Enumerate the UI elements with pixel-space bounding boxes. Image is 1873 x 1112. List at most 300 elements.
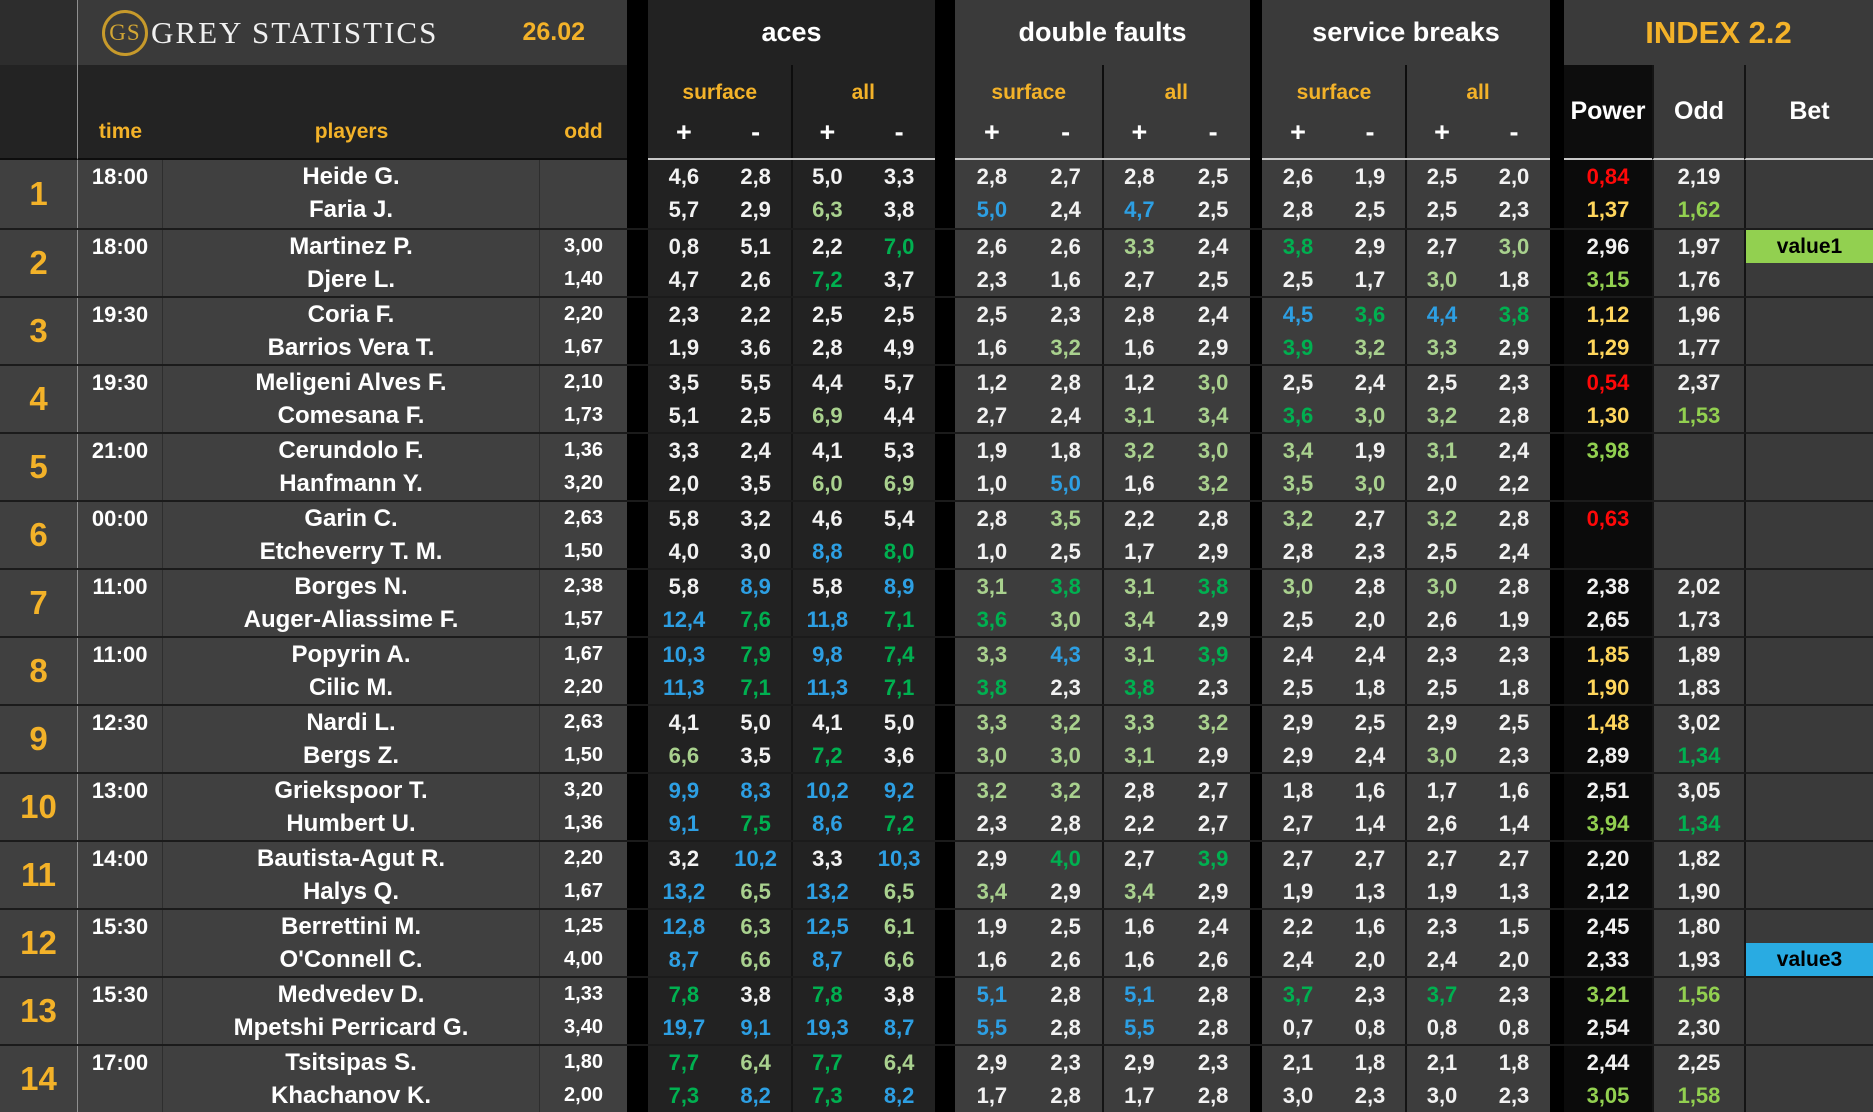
match-time-cell <box>78 978 163 1044</box>
stat-value: 3,2 <box>1050 334 1081 360</box>
stat-value: 2,7 <box>1354 505 1386 531</box>
player-odd: 2,63 <box>564 507 603 529</box>
stat-value: 4,4 <box>1426 301 1458 327</box>
stat-value: 3,3 <box>812 845 843 871</box>
player-name: Humbert U. <box>286 810 416 837</box>
player-name: Borges N. <box>294 573 408 600</box>
column-gap <box>1250 366 1262 432</box>
match-time-cell <box>78 502 163 568</box>
stat-value: 11,3 <box>663 674 705 700</box>
stat-value: 0,8 <box>1498 1014 1530 1040</box>
stat-value: 6,3 <box>812 196 843 222</box>
stat-value: 3,6 <box>883 742 915 768</box>
stat-value: 3,0 <box>1426 742 1458 768</box>
odd-column-header: odd <box>540 65 627 160</box>
bet-slot <box>1746 739 1873 772</box>
match-time: 12:30 <box>91 710 149 735</box>
stat-value: 2,8 <box>1050 369 1081 395</box>
stat-value: 2,4 <box>740 437 771 463</box>
stat-value: 2,5 <box>883 301 915 327</box>
bet-slot <box>1746 638 1873 671</box>
index-odd-cell <box>1652 160 1744 228</box>
player-name: Comesana F. <box>277 402 425 429</box>
minus-header: - <box>1208 117 1218 147</box>
stat-value: 3,2 <box>1050 709 1081 735</box>
column-gap <box>627 978 648 1044</box>
bet-slot <box>1746 434 1873 467</box>
stat-value: 2,4 <box>1282 946 1314 972</box>
double-faults-stats <box>955 502 1250 568</box>
df-all-label: all <box>1164 81 1188 104</box>
index-odd-value: 1,80 <box>1677 914 1721 939</box>
bet-slot <box>1746 263 1873 296</box>
minus-header: - <box>751 117 761 147</box>
stat-value: 1,8 <box>1354 674 1386 700</box>
player-name: Khachanov K. <box>270 1082 432 1109</box>
match-row <box>0 364 1873 432</box>
column-gap <box>1250 230 1262 296</box>
stat-value: 3,0 <box>1354 470 1386 496</box>
stat-value: 3,3 <box>976 709 1008 735</box>
stat-value: 6,9 <box>812 402 843 428</box>
column-gap <box>1250 842 1262 908</box>
aces-stats <box>648 160 935 228</box>
stat-value: 3,0 <box>740 538 771 564</box>
stat-value: 5,8 <box>668 505 700 531</box>
stat-value: 2,3 <box>976 266 1008 292</box>
stat-value: 2,0 <box>668 470 700 496</box>
table-body <box>0 160 1873 1112</box>
aces-stats <box>648 434 935 500</box>
stat-value: 3,2 <box>1426 402 1458 428</box>
stat-value: 3,8 <box>883 981 915 1007</box>
stat-value: 5,7 <box>883 369 915 395</box>
power-value: 2,20 <box>1586 846 1630 871</box>
stat-value: 2,3 <box>1498 196 1530 222</box>
bet-slot <box>1746 910 1873 943</box>
column-gap <box>1250 434 1262 500</box>
stat-value: 6,1 <box>883 913 915 939</box>
stat-value: 3,8 <box>740 981 771 1007</box>
stat-value: 2,5 <box>1354 196 1386 222</box>
minus-header: - <box>894 117 904 147</box>
player-name: Griekspoor T. <box>274 777 428 804</box>
stat-value: 6,4 <box>883 1049 915 1075</box>
players-cell <box>163 1046 540 1112</box>
aces-stats <box>648 978 935 1044</box>
column-gap <box>627 230 648 296</box>
aces-stats <box>648 366 935 432</box>
row-number: 10 <box>0 774 78 840</box>
stat-value: 2,1 <box>1426 1049 1458 1075</box>
stat-value: 2,0 <box>1354 946 1386 972</box>
stat-value: 2,9 <box>1050 878 1081 904</box>
players-column-header: players <box>163 65 540 160</box>
bet-slot <box>1746 603 1873 636</box>
stat-value: 5,1 <box>668 402 700 428</box>
stat-value: 2,5 <box>1282 606 1314 632</box>
column-gap <box>1550 774 1564 840</box>
column-gap <box>935 366 955 432</box>
stat-value: 3,8 <box>1197 573 1229 599</box>
stat-value: 1,9 <box>976 437 1008 463</box>
row-number: 5 <box>0 434 78 500</box>
stat-value: 9,1 <box>668 810 700 836</box>
stat-value: 2,6 <box>1426 810 1458 836</box>
stat-value: 2,8 <box>1282 196 1314 222</box>
stat-value: 2,2 <box>740 301 771 327</box>
stat-value: 2,8 <box>1282 538 1314 564</box>
match-time-cell <box>78 366 163 432</box>
aces-stats <box>648 706 935 772</box>
index-odd-value: 1,82 <box>1677 846 1721 871</box>
stat-value: 2,7 <box>1354 845 1386 871</box>
stat-value: 1,7 <box>976 1082 1008 1108</box>
player-name: Djere L. <box>306 266 396 293</box>
power-value: 0,54 <box>1586 370 1630 395</box>
stat-value: 1,7 <box>1354 266 1386 292</box>
stat-value: 2,5 <box>812 301 843 327</box>
column-gap <box>935 434 955 500</box>
bet-slot <box>1746 467 1873 500</box>
stat-value: 2,5 <box>1426 163 1458 189</box>
stat-value: 2,3 <box>1197 674 1229 700</box>
stat-value: 2,3 <box>1197 1049 1229 1075</box>
stat-value: 2,4 <box>1498 538 1530 564</box>
stat-value: 5,7 <box>668 196 700 222</box>
double-faults-stats <box>955 298 1250 364</box>
stat-value: 1,6 <box>976 946 1008 972</box>
stat-value: 3,8 <box>976 674 1008 700</box>
stat-value: 3,6 <box>1282 402 1314 428</box>
stat-value: 2,7 <box>976 402 1008 428</box>
index-header: INDEX 2.2 <box>1564 0 1873 65</box>
player-odd <box>540 160 627 193</box>
stat-value: 2,7 <box>1426 233 1458 259</box>
column-gap <box>627 910 648 976</box>
column-gap <box>1250 1046 1262 1112</box>
stat-value: 2,5 <box>1197 266 1229 292</box>
player-name: Garin C. <box>304 505 398 532</box>
match-odds-cell <box>540 706 627 772</box>
stat-value: 3,4 <box>1197 402 1229 428</box>
power-value: 1,48 <box>1586 710 1630 735</box>
power-value: 0,84 <box>1586 164 1630 189</box>
match-time-cell <box>78 842 163 908</box>
stat-value: 2,5 <box>1426 369 1458 395</box>
service-breaks-stats <box>1262 160 1550 228</box>
stat-value: 2,5 <box>1426 674 1458 700</box>
column-gap <box>1550 160 1564 228</box>
stat-value: 3,2 <box>1197 709 1229 735</box>
stat-value: 2,3 <box>1498 1082 1530 1108</box>
match-time-cell <box>78 434 163 500</box>
service-breaks-stats <box>1262 910 1550 976</box>
match-time: 18:00 <box>91 164 149 189</box>
stat-value: 2,7 <box>1426 845 1458 871</box>
column-gap <box>1550 230 1564 296</box>
match-time: 19:30 <box>91 302 149 327</box>
match-odds-cell <box>540 570 627 636</box>
row-number: 2 <box>0 230 78 296</box>
double-faults-stats <box>955 978 1250 1044</box>
match-row <box>0 908 1873 976</box>
aces-stats <box>648 774 935 840</box>
power-value: 2,33 <box>1586 947 1630 972</box>
stat-value: 1,7 <box>1426 777 1458 803</box>
player-odd: 3,00 <box>564 235 603 257</box>
stat-value: 3,0 <box>1050 606 1081 632</box>
power-cell <box>1564 774 1652 840</box>
match-odds-cell <box>540 434 627 500</box>
power-value: 1,85 <box>1586 642 1630 667</box>
sub-header-band <box>0 65 1873 160</box>
stat-value: 1,6 <box>976 334 1008 360</box>
stat-value: 2,7 <box>1124 845 1155 871</box>
stat-value: 11,8 <box>806 606 849 632</box>
stat-value: 5,1 <box>740 233 771 259</box>
match-row <box>0 228 1873 296</box>
date-label: 26.02 <box>522 18 585 46</box>
stat-value: 7,8 <box>812 981 843 1007</box>
stat-value: 5,0 <box>1050 470 1081 496</box>
stat-value: 2,7 <box>1197 810 1229 836</box>
stat-value: 5,8 <box>812 573 843 599</box>
brand-logo-text: GS <box>109 19 141 45</box>
bet-cell <box>1744 366 1873 432</box>
time-column-header: time <box>78 65 163 160</box>
bet-slot <box>1746 331 1873 364</box>
bet-slot <box>1746 1046 1873 1079</box>
stat-value: 6,5 <box>740 878 771 904</box>
stat-value: 19,7 <box>662 1014 706 1040</box>
match-time: 14:00 <box>91 846 149 871</box>
stat-value: 4,6 <box>668 163 700 189</box>
match-time: 15:30 <box>91 982 149 1007</box>
column-gap <box>1550 298 1564 364</box>
stat-value: 1,6 <box>1124 334 1155 360</box>
match-time: 18:00 <box>91 234 149 259</box>
double-faults-stats <box>955 434 1250 500</box>
stat-value: 3,2 <box>1282 505 1314 531</box>
stat-value: 9,8 <box>812 641 843 667</box>
match-odds-cell <box>540 638 627 704</box>
stat-value: 3,1 <box>1124 573 1155 599</box>
stat-value: 2,5 <box>1050 538 1081 564</box>
stat-value: 1,9 <box>976 913 1008 939</box>
bet-cell <box>1744 502 1873 568</box>
aces-stats <box>648 230 935 296</box>
index-odd-cell <box>1652 298 1744 364</box>
power-value: 3,05 <box>1586 1083 1630 1108</box>
stat-value: 8,8 <box>812 538 843 564</box>
index-odd-value: 2,37 <box>1677 370 1721 395</box>
aces-stats <box>648 298 935 364</box>
player-odd: 1,50 <box>564 744 603 766</box>
stat-value: 7,1 <box>883 674 915 700</box>
player-name: Bergs Z. <box>302 742 400 769</box>
power-value: 2,44 <box>1586 1050 1630 1075</box>
player-odd: 1,25 <box>564 915 603 937</box>
players-cell <box>163 502 540 568</box>
minus-header: - <box>1365 117 1375 147</box>
stat-value: 2,7 <box>1282 810 1314 836</box>
players-cell <box>163 160 540 228</box>
row-number: 13 <box>0 978 78 1044</box>
stat-value: 2,9 <box>976 845 1008 871</box>
stat-value: 1,2 <box>976 369 1008 395</box>
stat-value: 2,8 <box>740 163 771 189</box>
aces-surface-label: surface <box>682 81 758 104</box>
power-cell <box>1564 706 1652 772</box>
match-time-cell <box>78 570 163 636</box>
match-time: 00:00 <box>91 506 149 531</box>
stat-value: 3,8 <box>883 196 915 222</box>
match-time-cell <box>78 910 163 976</box>
player-odd: 1,40 <box>564 268 603 290</box>
column-gap <box>1250 910 1262 976</box>
stat-value: 2,3 <box>1426 641 1458 667</box>
service-breaks-stats <box>1262 1046 1550 1112</box>
stat-value: 7,3 <box>668 1082 700 1108</box>
stat-value: 3,6 <box>976 606 1008 632</box>
power-cell <box>1564 978 1652 1044</box>
column-gap <box>1250 774 1262 840</box>
stat-value: 2,5 <box>1282 369 1314 395</box>
stat-value: 2,1 <box>1282 1049 1314 1075</box>
match-time-cell <box>78 160 163 228</box>
stat-value: 3,4 <box>1124 606 1155 632</box>
stat-value: 3,3 <box>1426 334 1458 360</box>
stat-value: 4,1 <box>812 437 843 463</box>
player-odd: 3,20 <box>564 779 603 801</box>
player-name: Coria F. <box>307 301 395 328</box>
stat-value: 4,7 <box>1124 196 1155 222</box>
index-odd-value: 3,05 <box>1677 778 1721 803</box>
double-faults-stats <box>955 638 1250 704</box>
service-breaks-stats <box>1262 434 1550 500</box>
power-value: 0,63 <box>1586 506 1630 531</box>
players-cell <box>163 366 540 432</box>
player-odd <box>540 193 627 226</box>
double-faults-stats <box>955 774 1250 840</box>
stat-value: 7,2 <box>812 742 843 768</box>
index-odd-value: 1,73 <box>1677 607 1721 632</box>
player-odd: 2,10 <box>564 371 603 393</box>
stat-value: 7,1 <box>883 606 915 632</box>
stat-value: 2,3 <box>1426 913 1458 939</box>
stat-value: 2,7 <box>1197 777 1229 803</box>
index-odd-value: 1,90 <box>1677 879 1721 904</box>
bet-slot <box>1746 570 1873 603</box>
stat-value: 2,2 <box>1282 913 1314 939</box>
stat-value: 2,9 <box>1197 538 1229 564</box>
power-cell <box>1564 570 1652 636</box>
stat-value: 3,2 <box>1124 437 1155 463</box>
stat-value: 3,0 <box>1282 1082 1314 1108</box>
stat-value: 8,9 <box>883 573 915 599</box>
stat-value: 3,7 <box>1282 981 1314 1007</box>
stat-value: 1,9 <box>1354 163 1386 189</box>
players-cell <box>163 638 540 704</box>
bet-slot <box>1746 943 1873 976</box>
bet-slot <box>1746 774 1873 807</box>
stat-value: 3,8 <box>1282 233 1314 259</box>
stat-value: 2,9 <box>1282 742 1314 768</box>
stat-value: 5,0 <box>812 163 843 189</box>
match-time: 11:00 <box>92 642 148 667</box>
player-odd: 1,80 <box>564 1051 603 1073</box>
plus-header: + <box>675 117 692 147</box>
aces-all-label: all <box>851 81 875 104</box>
row-number: 14 <box>0 1046 78 1112</box>
stat-value: 2,3 <box>668 301 700 327</box>
column-gap <box>1250 570 1262 636</box>
stat-value: 3,5 <box>668 369 700 395</box>
stat-value: 2,3 <box>1050 301 1081 327</box>
stat-value: 3,9 <box>1282 334 1314 360</box>
stat-value: 2,8 <box>1124 777 1155 803</box>
stat-value: 1,6 <box>1354 777 1386 803</box>
stat-value: 4,4 <box>812 369 843 395</box>
stat-value: 1,9 <box>1498 606 1530 632</box>
stat-value: 5,4 <box>883 505 915 531</box>
stat-value: 6,3 <box>740 913 771 939</box>
stat-value: 3,0 <box>1426 266 1458 292</box>
stat-value: 3,3 <box>1124 233 1155 259</box>
stat-value: 8,7 <box>883 1014 915 1040</box>
stat-value: 2,9 <box>1197 606 1229 632</box>
power-value: 3,15 <box>1586 267 1630 292</box>
power-column-header: Power <box>1564 65 1652 160</box>
plus-header: + <box>1290 117 1306 147</box>
player-name: Nardi L. <box>306 709 396 736</box>
stat-value: 3,0 <box>1354 402 1386 428</box>
index-odd-value: 2,25 <box>1677 1050 1721 1075</box>
match-odds-cell <box>540 160 627 228</box>
match-row <box>0 568 1873 636</box>
stat-value: 2,7 <box>1050 163 1081 189</box>
stat-value: 3,1 <box>1124 742 1155 768</box>
stat-value: 1,8 <box>1354 1049 1386 1075</box>
stat-value: 1,5 <box>1498 913 1530 939</box>
stat-value: 1,9 <box>668 334 700 360</box>
column-gap <box>627 774 648 840</box>
stat-value: 2,9 <box>1124 1049 1155 1075</box>
column-gap <box>1250 160 1262 228</box>
stat-value: 1,9 <box>1354 437 1386 463</box>
match-odds-cell <box>540 502 627 568</box>
stat-value: 3,7 <box>883 266 915 292</box>
player-name: Faria J. <box>308 196 394 223</box>
stat-value: 10,3 <box>662 641 706 667</box>
player-name: Berrettini M. <box>280 913 421 940</box>
stat-value: 1,6 <box>1498 777 1530 803</box>
stat-value: 2,8 <box>1050 1014 1081 1040</box>
player-odd: 2,20 <box>564 676 603 698</box>
stat-value: 3,2 <box>976 777 1008 803</box>
stat-value: 3,0 <box>1050 742 1081 768</box>
stat-value: 3,7 <box>1426 981 1458 1007</box>
power-cell <box>1564 842 1652 908</box>
stat-value: 2,3 <box>1498 641 1530 667</box>
bet-slot <box>1746 807 1873 840</box>
double-faults-stats <box>955 230 1250 296</box>
stat-value: 2,8 <box>1124 163 1155 189</box>
stat-value: 7,2 <box>883 810 915 836</box>
stat-value: 0,8 <box>668 233 700 259</box>
stat-value: 2,3 <box>1354 538 1386 564</box>
